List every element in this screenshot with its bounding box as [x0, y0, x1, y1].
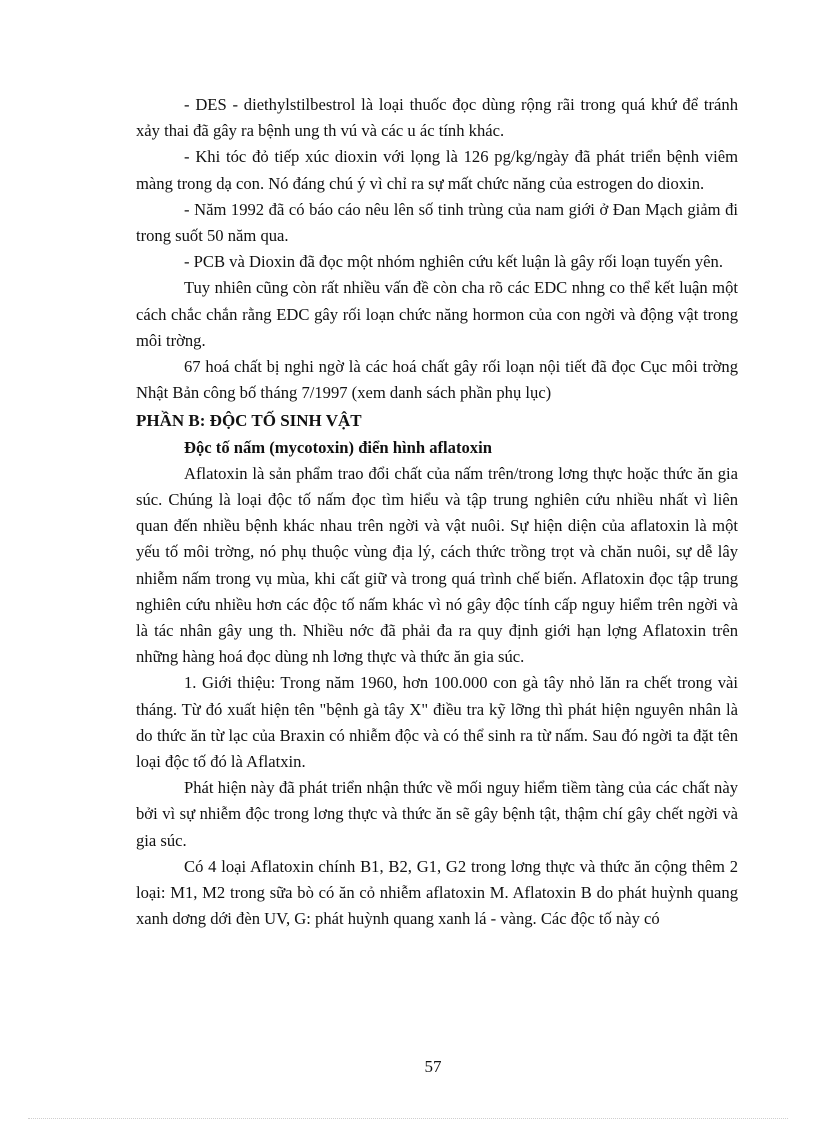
paragraph-edc-conclusion: Tuy nhiên cũng còn rất nhiều vấn đề còn cha rõ các EDC nhng co thể kết luận một cách chắc chắn rằng EDC gây rối loạn chức năng hormon của con ngời và động vật trong môi trờng.	[136, 278, 738, 350]
page-number: 57	[424, 1057, 442, 1076]
paragraph-pcb-dioxin: - PCB và Dioxin đã đọc một nhóm nghiên cứu kết luận là gây rối loạn tuyến yên.	[184, 252, 723, 272]
section-heading: Độc tố nấm (mycotoxin) điển hình aflatoxin	[184, 437, 492, 457]
paragraph-dioxin-exposure: - Khi tóc đỏ tiếp xúc dioxin với lọng là 126 pg/kg/ngày đã phát triển bệnh viêm màng trong dạ con. Nó đáng chú ý vì chỉ ra sự mất chức năng của estrogen do dioxin.	[136, 147, 738, 193]
paragraph-awareness: Phát hiện này đã phát triển nhận thức về mối nguy hiểm tiềm tàng của các chất này bởi vì sự nhiễm độc trong lơng thực và thức ăn sẽ gây bệnh tật, thậm chí gây chết ngời và gia súc.	[136, 778, 738, 850]
paragraph-aflatoxin-types: Có 4 loại Aflatoxin chính B1, B2, G1, G2 trong lơng thực và thức ăn cộng thêm 2 loại: M1, M2 trong sữa bò có ăn cỏ nhiễm aflatoxin M. Aflatoxin B do phát huỳnh quang xanh dơng dới đèn UV, G: phát huỳnh quang xanh lá - vàng. Các độc tố này có	[136, 856, 738, 929]
paragraph-history: 1. Giới thiệu: Trong năm 1960, hơn 100.000 con gà tây nhỏ lăn ra chết trong vài tháng. Từ đó xuất hiện tên "bệnh gà tây X" điều tra kỹ lỡng thì phát hiện nguyên nhân là do thức ăn từ lạc của Braxin có nhiễm độc và có thể sinh ra từ nấm. Sau đó ngời ta đặt tên loại độc tố đó là Aflatxin.	[136, 673, 738, 772]
paragraph-aflatoxin-intro: Aflatoxin là sản phẩm trao đổi chất của nấm trên/trong lơng thực hoặc thức ăn gia súc. Chúng là loại độc tố nấm đọc tìm hiểu và tập trung nghiên cứu nhiều nhất vì liên quan đến nhiều bệnh khác nhau trên ngời và vật nuôi. Sự hiện diện của aflatoxin là một yếu tố môi trờng, nó phụ thuộc vùng địa lý, cách thức trồng trọt và chăn nuôi, sự dễ lây nhiễm nấm trong vụ mùa, khi cất giữ và trong quá trình chế biến. Aflatoxin đọc tập trung nghiên cứu nhiều hơn các độc tố nấm khác vì nó gây độc tính cấp nguy hiểm trên ngời và là tác nhân gây ung th. Nhiều nớc đã phải đa ra quy định giới hạn lợng Aflatoxin trên những hàng hoá đọc dùng nh lơng thực và thức ăn gia súc.	[136, 463, 738, 667]
page-bottom-divider	[28, 1118, 788, 1119]
paragraph-des: - DES - diethylstilbestrol là loại thuốc đọc dùng rộng rãi trong quá khứ để tránh xảy thai đã gây ra bệnh ung th vú và các u ác tính khác.	[136, 95, 738, 141]
document-page	[136, 92, 738, 933]
part-heading: PHẦN B: ĐỘC TỐ SINH VẬT	[136, 411, 362, 431]
paragraph-67-chemicals: 67 hoá chất bị nghi ngờ là các hoá chất gây rối loạn nội tiết đã đọc Cục môi trờng Nhật Bản công bố tháng 7/1997 (xem danh sách phần phụ lục)	[136, 357, 738, 403]
paragraph-sperm-count: - Năm 1992 đã có báo cáo nêu lên số tinh trùng của nam giới ở Đan Mạch giảm đi trong suốt 50 năm qua.	[136, 199, 738, 246]
